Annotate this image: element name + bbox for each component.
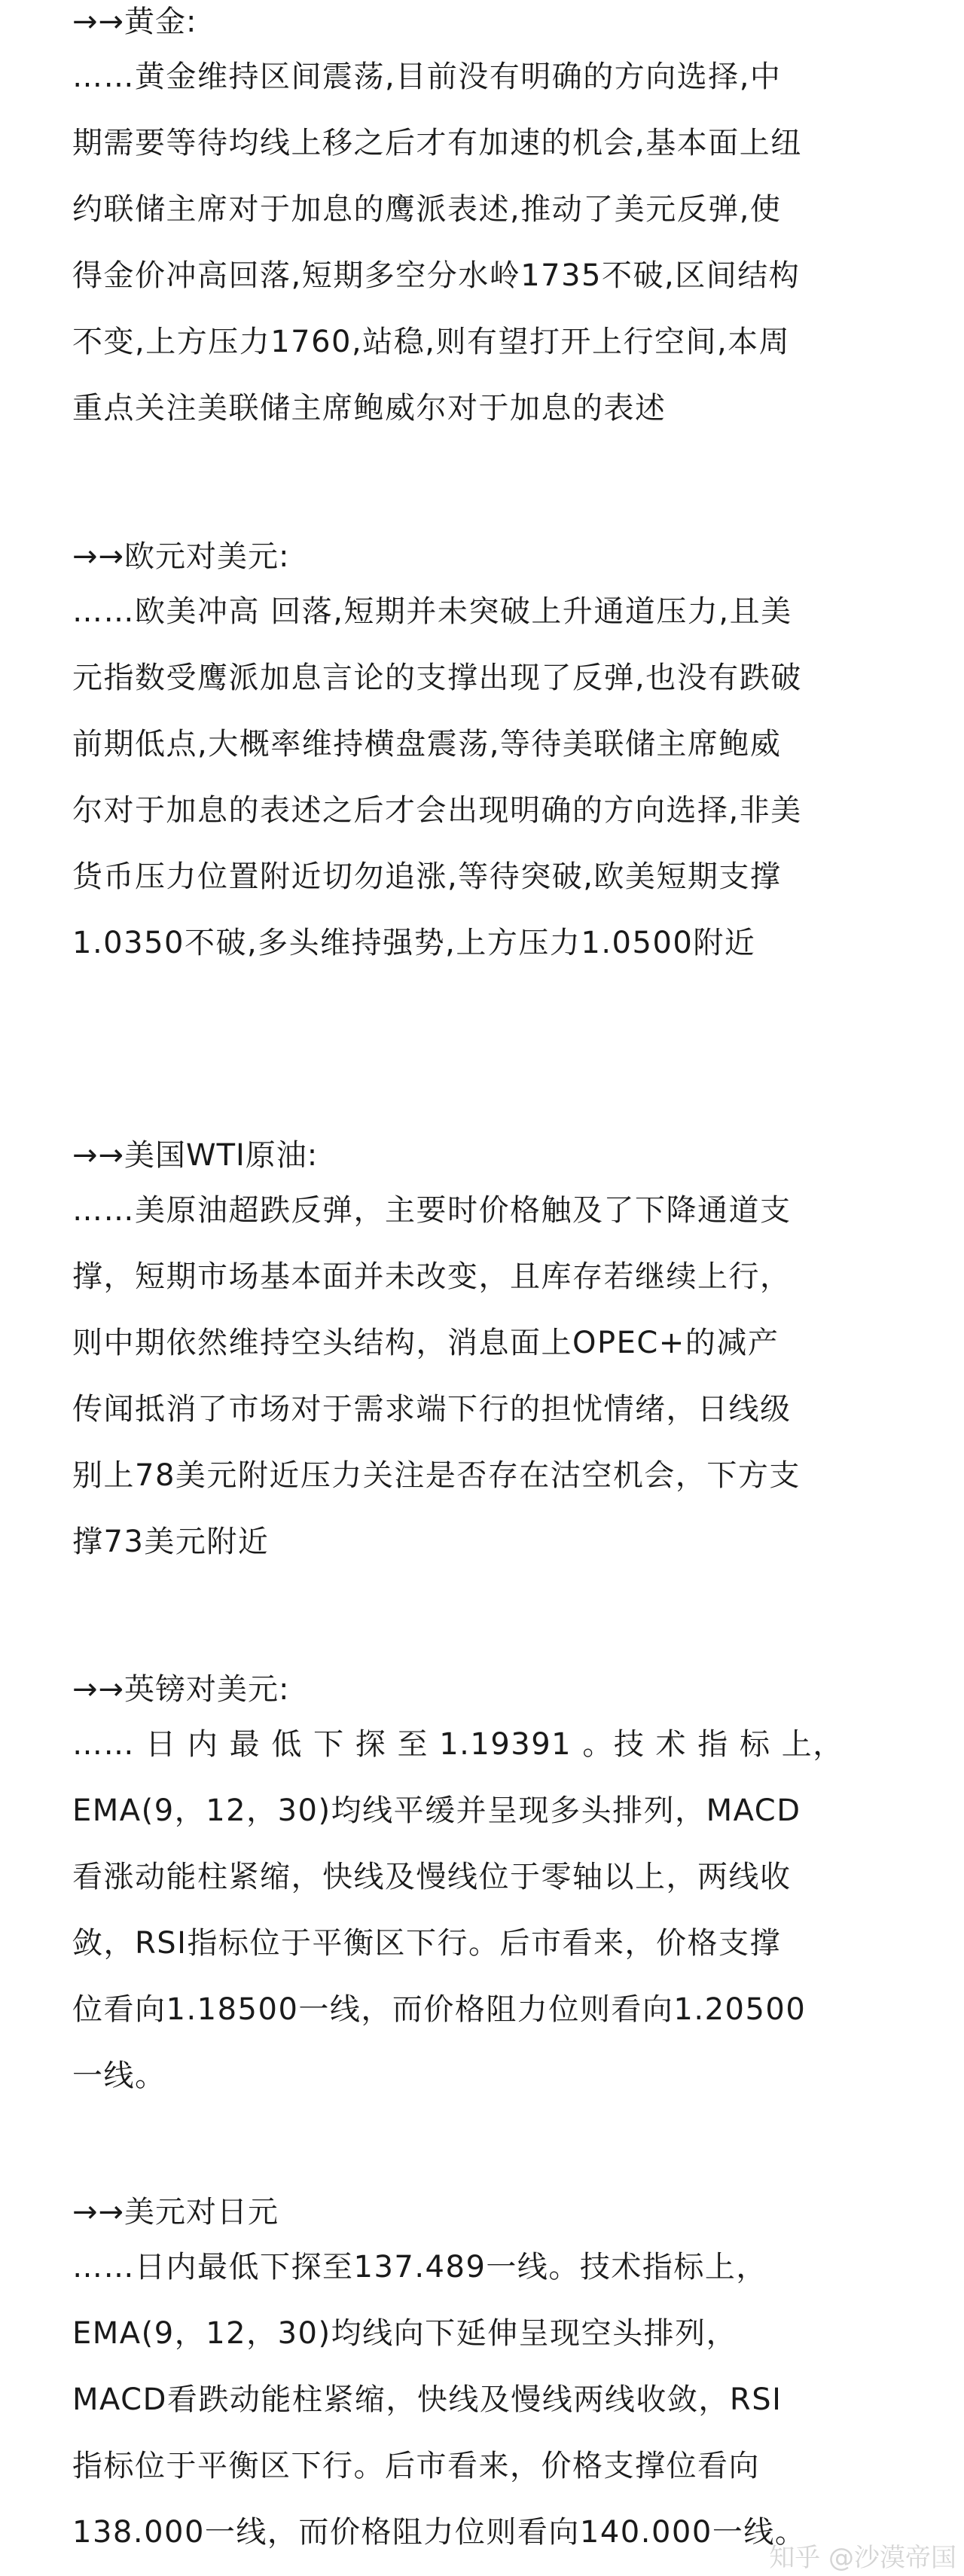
- section-usdjpy: [72, 2190, 901, 2565]
- paragraph-line: 传闻抵消了市场对于需求端下行的担忧情绪，日线级: [72, 1392, 792, 1427]
- paragraph-line: …… 日 内 最 低 下 探 至 1.19391 。技 术 指 标 上，: [72, 1727, 844, 1762]
- paragraph-line: ……日内最低下探至137.489一线。技术指标上，: [72, 2250, 767, 2285]
- paragraph-line: ……欧美冲高 回落,短期并未突破上升通道压力,且美: [72, 594, 792, 629]
- section-heading: →→美元对日元: [72, 2195, 279, 2230]
- paragraph-line: 则中期依然维持空头结构，消息面上OPEC+的减产: [72, 1326, 779, 1360]
- paragraph-line: 前期低点,大概率维持横盘震荡,等待美联储主席鲍威: [72, 727, 782, 762]
- paragraph-line: 约联储主席对于加息的鹰派表述,推动了美元反弹,使: [72, 192, 782, 227]
- paragraph-line: 指标位于平衡区下行。后市看来，价格支撑位看向: [72, 2449, 760, 2483]
- section-gbpusd: [72, 1668, 901, 2109]
- paragraph-line: 期需要等待均线上移之后才有加速的机会,基本面上纽: [72, 126, 802, 160]
- watermark: 知乎 @沙漠帝国: [769, 2543, 956, 2573]
- paragraph-line: EMA(9，12，30)均线向下延伸呈现空头排列，: [72, 2316, 738, 2351]
- paragraph-line: 不变,上方压力1760,站稳,则有望打开上行空间,本周: [72, 325, 791, 359]
- paragraph-line: MACD看跌动能柱紧缩，快线及慢线两线收敛，RSI: [72, 2382, 782, 2417]
- paragraph-line: 138.000一线，而价格阻力位则看向140.000一线。: [72, 2515, 807, 2550]
- section-eurusd: [72, 535, 901, 976]
- paragraph-line: 敛，RSI指标位于平衡区下行。后市看来，价格支撑: [72, 1926, 781, 1961]
- paragraph-line: 元指数受鹰派加息言论的支撑出现了反弹,也没有跌破: [72, 661, 802, 695]
- paragraph-line: ……美原油超跌反弹，主要时价格触及了下降通道支: [72, 1193, 792, 1228]
- paragraph-line: EMA(9，12，30)均线平缓并呈现多头排列，MACD: [72, 1793, 801, 1828]
- paragraph-line: 得金价冲高回落,短期多空分水岭1735不破,区间结构: [72, 258, 801, 293]
- section-heading: →→美国WTI原油:: [72, 1138, 319, 1173]
- paragraph-line: 别上78美元附近压力关注是否存在沽空机会，下方支: [72, 1458, 801, 1493]
- section-heading: →→欧元对美元:: [72, 539, 290, 574]
- paragraph-line: ……黄金维持区间震荡,目前没有明确的方向选择,中: [72, 60, 782, 94]
- paragraph-line: 1.0350不破,多头维持强势,上方压力1.0500附近: [72, 926, 756, 960]
- section-wti-oil: [72, 1134, 901, 1575]
- section-heading: →→黄金:: [72, 5, 197, 39]
- section-gold: [72, 0, 901, 441]
- paragraph-line: 尔对于加息的表述之后才会出现明确的方向选择,非美: [72, 793, 802, 828]
- section-heading: →→英镑对美元:: [72, 1672, 290, 1707]
- paragraph-line: 撑，短期市场基本面并未改变，且库存若继续上行，: [72, 1259, 792, 1294]
- paragraph-line: 一线。: [72, 2059, 166, 2093]
- paragraph-line: 看涨动能柱紧缩，快线及慢线位于零轴以上，两线收: [72, 1860, 792, 1894]
- paragraph-line: 货币压力位置附近切勿追涨,等待突破,欧美短期支撑: [72, 859, 782, 894]
- paragraph-line: 位看向1.18500一线，而价格阻力位则看向1.20500: [72, 1992, 807, 2027]
- paragraph-line: 重点关注美联储主席鲍威尔对于加息的表述: [72, 391, 667, 426]
- paragraph-line: 撑73美元附近: [72, 1525, 270, 1559]
